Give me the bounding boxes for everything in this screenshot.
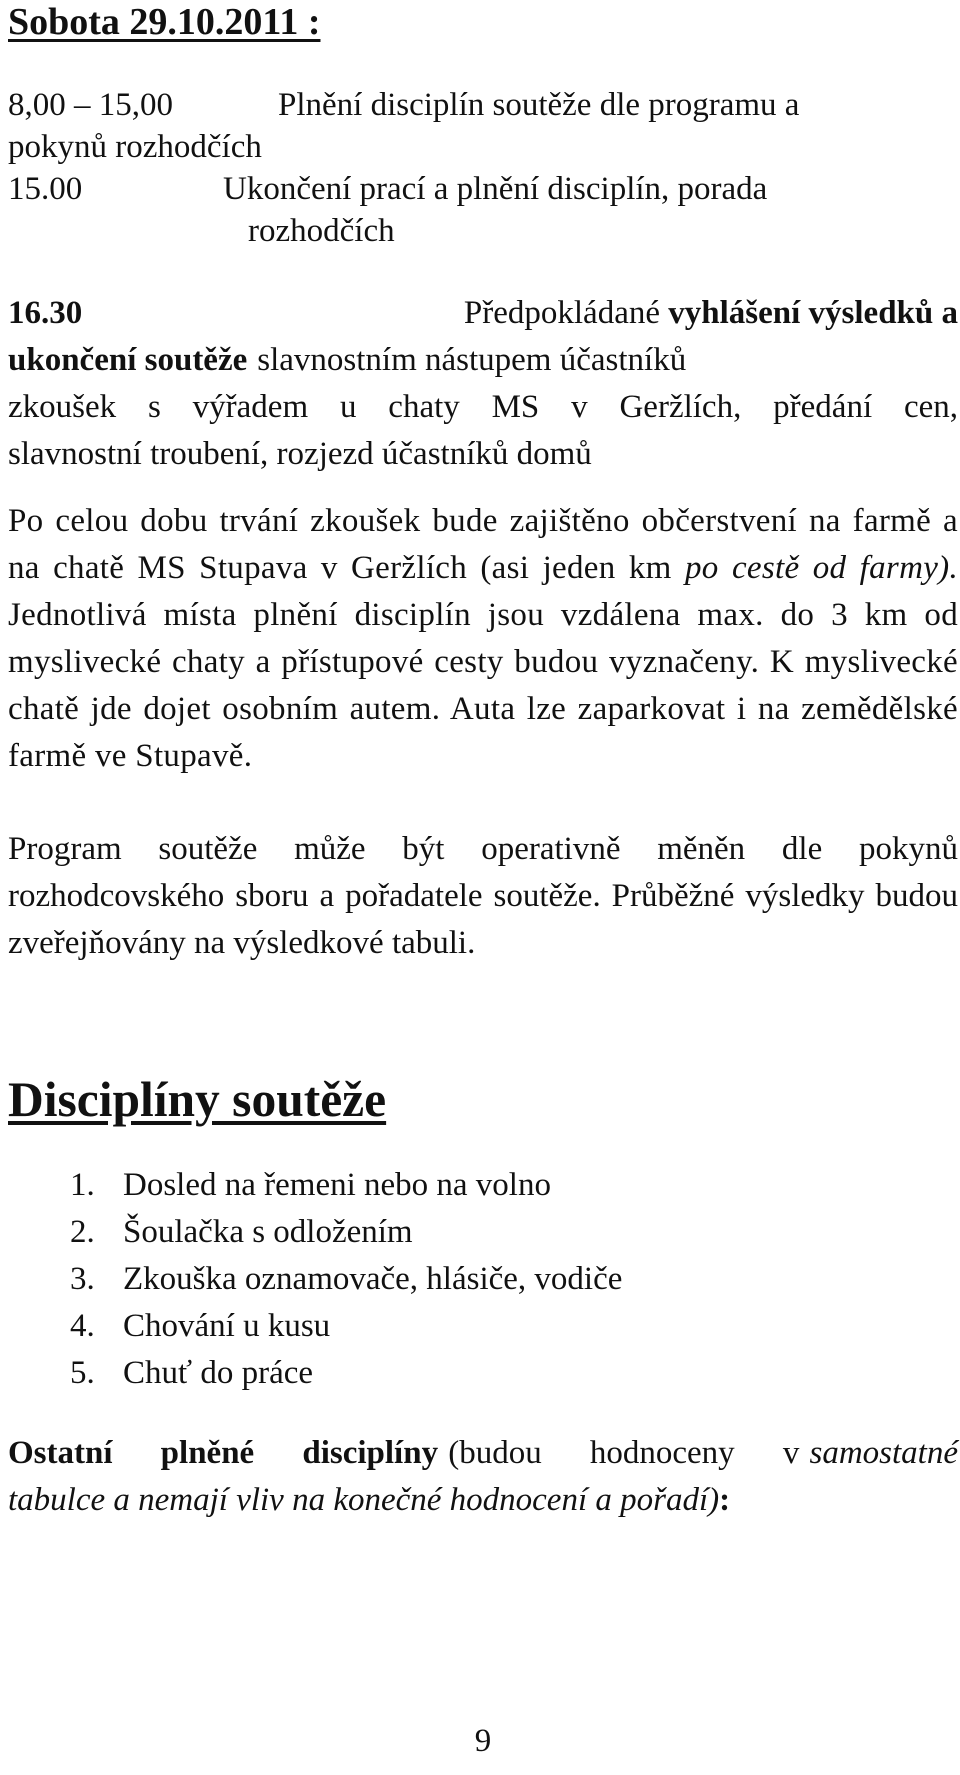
list-item-number: 5. <box>70 1355 95 1391</box>
other-disciplines-paragraph <box>8 1430 958 1524</box>
schedule-bold-3a: vyhlášení výsledků a <box>668 295 958 331</box>
page-heading: Sobota 29.10.2011 : <box>8 1 321 43</box>
list-item-label: Šoulačka s odložením <box>123 1214 413 1250</box>
disciplines-list <box>70 1162 622 1397</box>
list-item <box>70 1350 622 1397</box>
list-item-number: 2. <box>70 1214 95 1250</box>
info-text-1b: Jednotlivá místa plnění disciplín jsou vzdálena max. do 3 km od myslivecké chaty a přístupové cesty budou vyznačeny. K myslivecké chatě jde dojet osobním autem. Auta lze zaparkovat i na zemědělské farmě ve Stupavě. <box>8 597 958 774</box>
list-item-number: 3. <box>70 1261 95 1297</box>
other-disciplines-bold: Ostatní plněné disciplíny <box>8 1435 439 1471</box>
list-item-label: Zkouška oznamovače, hlásiče, vodiče <box>123 1261 623 1297</box>
other-disciplines-paren: (budou hodnoceny v <box>448 1435 800 1471</box>
info-paragraph-2: Program soutěže může být operativně měněn dle pokynů rozhodcovského sboru a pořadatele soutěže. Průběžné výsledky budou zveřejňovány na výsledkové tabuli. <box>8 831 958 961</box>
schedule-rest-3c: slavnostní troubení, rozjezd účastníků domů <box>8 436 592 472</box>
document-page <box>8 0 958 1775</box>
list-item-number: 1. <box>70 1167 95 1203</box>
list-item-label: Chuť do práce <box>123 1355 314 1391</box>
schedule-row-1-continued <box>8 124 958 171</box>
schedule-rest-3a: slavnostním nástupem účastníků <box>257 342 687 378</box>
info-paragraph-1 <box>8 498 958 780</box>
schedule-text-1b: pokynů rozhodčích <box>8 129 262 165</box>
disciplines-title: Disciplíny soutěže <box>8 1072 387 1127</box>
schedule-text-2a: Ukončení prací a plnění disciplín, porada <box>223 171 768 207</box>
info-text-1a: Po celou dobu trvání zkoušek bude zajištěno občerstvení na farmě a na chatě MS Stupava v Geržlích (asi jeden km <box>8 503 958 586</box>
schedule-row-2-continued <box>8 208 958 255</box>
schedule-bold-3b: ukončení soutěže <box>8 342 248 378</box>
schedule-rest-3b: zkoušek s výřadem u chaty MS v Geržlích, předání cen, <box>8 389 958 425</box>
list-item <box>70 1162 622 1209</box>
schedule-row-1 <box>8 82 958 129</box>
list-item-label: Dosled na řemeni nebo na volno <box>123 1167 551 1203</box>
other-disciplines-italic: samostatné tabulce a nemají vliv na konečné hodnocení a pořadí) <box>8 1435 958 1518</box>
other-disciplines-colon: : <box>719 1482 731 1518</box>
schedule-text-2b: rozhodčích <box>248 213 395 249</box>
schedule-row-2 <box>8 166 958 213</box>
list-item <box>70 1209 622 1256</box>
page-number: 9 <box>474 1723 492 1759</box>
schedule-row-3 <box>8 290 958 478</box>
schedule-time-3: 16.30 <box>8 295 83 331</box>
schedule-text-1a: Plnění disciplín soutěže dle programu a <box>278 87 800 123</box>
list-item-label: Chování u kusu <box>123 1308 331 1344</box>
list-item <box>70 1303 622 1350</box>
info-text-1-italic: po cestě od farmy). <box>685 550 958 586</box>
schedule-time-2: 15.00 <box>8 171 83 207</box>
list-item-number: 4. <box>70 1308 95 1344</box>
list-item <box>70 1256 622 1303</box>
schedule-lead-3: Předpokládané <box>463 295 660 331</box>
schedule-time-1: 8,00 – 15,00 <box>8 87 173 123</box>
